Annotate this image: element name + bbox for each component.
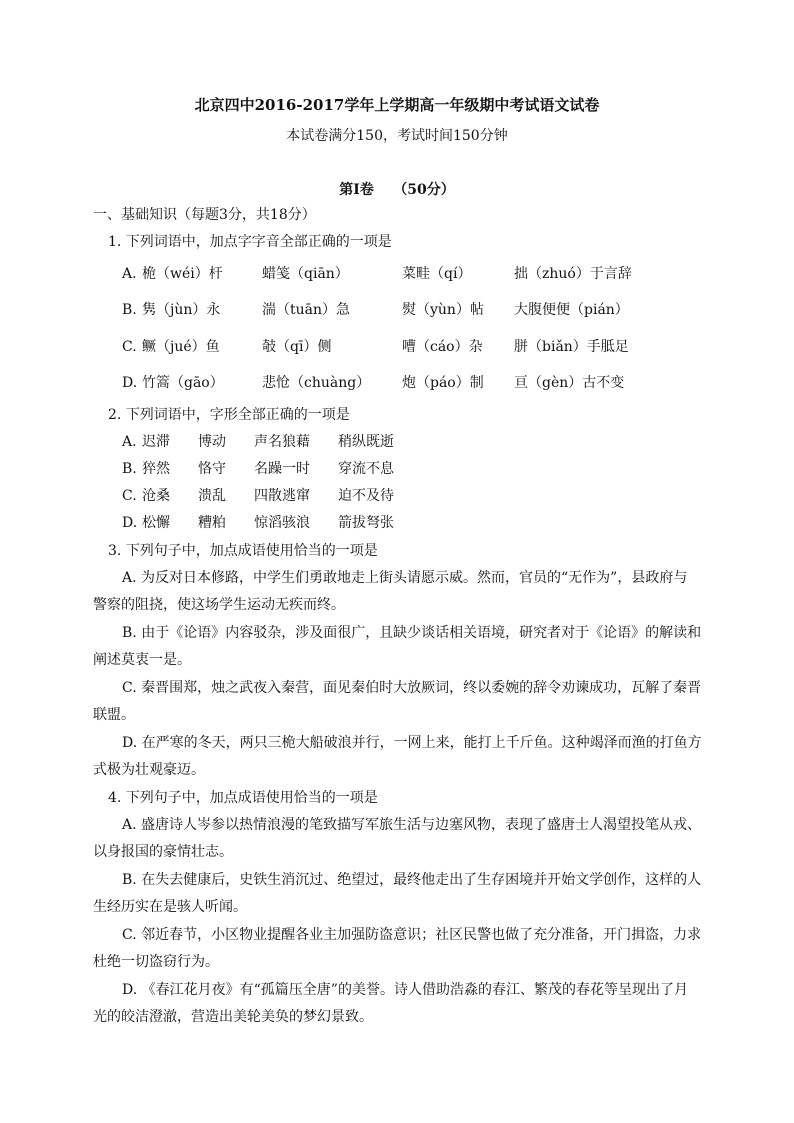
option-item: 博动	[198, 434, 226, 450]
option-item: 声名狼藉	[254, 434, 310, 450]
option-item: 迫不及待	[338, 488, 394, 504]
option-item: 箭拔弩张	[338, 515, 394, 531]
option-item: 惊滔骇浪	[254, 515, 310, 531]
option-item: 隽（jùn）永	[142, 302, 221, 318]
option-item: 鳜（jué）鱼	[142, 339, 220, 355]
page-title: 北京四中2016-2017学年上学期高一年级期中考试语文试卷	[194, 96, 600, 114]
question-3-option-c-line1: C. 秦晋围郑，烛之武夜入秦营，面见秦伯时大放厥词，终以委婉的辞令劝谏成功，瓦解了秦晋	[122, 680, 702, 696]
section-heading: 一、基础知识（每题3分，共18分）	[93, 207, 316, 223]
question-1-stem: 1. 下列词语中，加点字字音全部正确的一项是	[108, 234, 392, 250]
question-4-option-d-line2: 光的皎洁澄澈，营造出美轮美奂的梦幻景致。	[93, 1009, 373, 1025]
option-item: 迟滞	[142, 434, 170, 450]
option-item: 炮（páo）制	[402, 375, 484, 391]
option-item: 溃乱	[198, 488, 226, 504]
option-item: 湍（tuān）急	[262, 302, 351, 318]
option-label: C.	[122, 488, 137, 504]
option-item: 四散逃窜	[254, 488, 310, 504]
option-item: 名躁一时	[254, 461, 310, 477]
option-item: 猝然	[142, 461, 170, 477]
option-item: 嘈（cáo）杂	[402, 339, 483, 355]
question-4-stem: 4. 下列句子中，加点成语使用恰当的一项是	[108, 790, 378, 806]
option-item: 蜡笺（qiān）	[262, 266, 349, 282]
question-4-option-d-line1: D. 《春江花月夜》有“孤篇压全唐”的美誉。诗人借助浩淼的春江、繁茂的春花等呈现出了月	[122, 982, 688, 998]
question-3-option-b-line2: 阐述莫衷一是。	[93, 652, 191, 668]
option-item: 拙（zhuó）于言辞	[514, 266, 632, 282]
option-item: 攲（qī）侧	[262, 339, 332, 355]
question-2-stem: 2. 下列词语中，字形全部正确的一项是	[108, 407, 350, 423]
volume-heading	[0, 181, 794, 199]
option-item: 穿流不息	[338, 461, 394, 477]
question-4-option-b-line2: 生经历实在是骇人听闻。	[93, 899, 247, 915]
question-3-option-b-line1: B. 由于《论语》内容驳杂，涉及面很广，且缺少谈话相关语境，研究者对于《论语》的解读和	[122, 625, 702, 641]
option-label: B.	[122, 461, 137, 477]
option-item: 糟粕	[198, 515, 226, 531]
question-3-option-a-line1: A. 为反对日本修路，中学生们勇敢地走上街头请愿示威。然而，官员的“无作为”，县政府与	[122, 570, 688, 586]
option-item: 稍纵既逝	[338, 434, 394, 450]
option-label: D.	[122, 515, 138, 531]
question-4-option-c-line2: 杜绝一切盗窃行为。	[93, 954, 219, 970]
option-item: 沧桑	[142, 488, 170, 504]
option-label: B.	[122, 302, 137, 318]
question-3-option-a-line2: 警察的阻挠，使这场学生运动无疾而终。	[93, 597, 345, 613]
question-4-option-c-line1: C. 邻近春节，小区物业提醒各业主加强防盗意识；社区民警也做了充分准备，开门揖盗，力求	[122, 927, 702, 943]
question-3-option-c-line2: 联盟。	[93, 707, 135, 723]
option-item: 大腹便便（pián）	[514, 302, 629, 318]
option-item: 恪守	[198, 461, 226, 477]
option-item: 竹篙（gāo）	[142, 375, 224, 391]
volume-label: 第Ⅰ卷	[339, 182, 374, 198]
option-label: D.	[122, 375, 138, 391]
option-item: 松懈	[142, 515, 170, 531]
question-3-option-d-line1: D. 在严寒的冬天，两只三桅大船破浪并行，一网上来，能打上千斤鱼。这种竭泽而渔的打鱼方	[122, 735, 702, 751]
option-label: A.	[122, 266, 137, 282]
option-item: 桅（wéi）杆	[142, 266, 223, 282]
question-4-option-a-line2: 以身报国的豪情壮志。	[93, 844, 233, 860]
option-item: 菜畦（qí）	[402, 266, 472, 282]
option-label: A.	[122, 434, 137, 450]
page-subtitle: 本试卷满分150，考试时间150分钟	[286, 128, 508, 144]
option-item: 亘（gèn）古不变	[514, 375, 625, 391]
question-4-option-b-line1: B. 在失去健康后，史铁生消沉过、绝望过，最终他走出了生存困境并开始文学创作，这样的人	[122, 872, 702, 888]
question-3-option-d-line2: 式极为壮观豪迈。	[93, 762, 205, 778]
question-3-stem: 3. 下列句子中，加点成语使用恰当的一项是	[108, 543, 378, 559]
option-item: 胼（biǎn）手胝足	[514, 339, 629, 355]
volume-score: （50分）	[393, 182, 455, 198]
question-4-option-a-line1: A. 盛唐诗人岑参以热情浪漫的笔致描写军旅生活与边塞风物，表现了盛唐士人渴望投笔从戎、	[122, 817, 702, 833]
option-item: 悲怆（chuàng）	[262, 375, 371, 391]
option-label: C.	[122, 339, 137, 355]
option-item: 熨（yùn）帖	[402, 302, 484, 318]
